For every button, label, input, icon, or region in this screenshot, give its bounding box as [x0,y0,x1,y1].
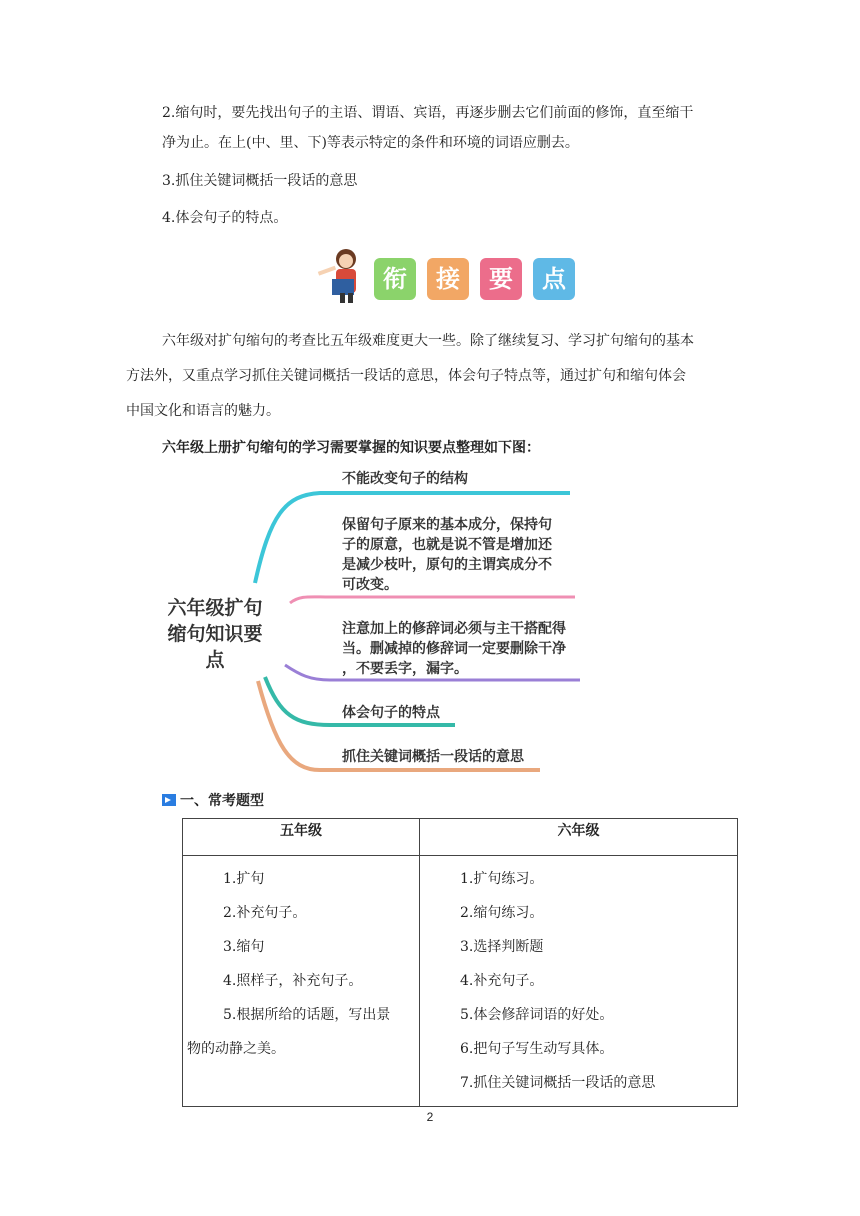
arrow-bullet-icon [162,794,176,806]
teacher-illustration-icon [316,245,368,305]
mind-map-branch: 体会句子的特点 [342,705,440,721]
summary-heading: 六年级上册扩句缩句的学习需要掌握的知识要点整理如下图： [162,440,540,456]
question-type-table [182,818,738,1107]
mind-map-branch: 抓住关键词概括一段话的意思 [342,749,524,765]
mind-map-branch-line: 保留句子原来的基本成分，保持句 [342,517,552,533]
list-item: 2.缩句练习。 [460,905,544,921]
badge-tile: 点 [533,258,575,300]
paragraph-line: 中国文化和语言的魅力。 [126,403,280,419]
table-header: 五年级 [183,819,420,856]
list-item: 4.补充句子。 [460,973,544,989]
table-cell-grade5 [183,856,420,1107]
badge-tile: 要 [480,258,522,300]
paragraph-line: 六年级对扩句缩句的考查比五年级难度更大一些。除了继续复习、学习扩句缩句的基本 [162,333,694,349]
paragraph-item: 4.体会句子的特点。 [162,210,288,226]
list-item: 1.扩句 [223,871,265,887]
page-number: 2 [426,1110,434,1124]
mind-map [140,455,600,785]
table-cell-grade6 [420,856,738,1107]
mind-map-root: 六年级扩句缩句知识要点 [167,597,263,671]
mind-map-branch-line: 子的原意，也就是说不管是增加还 [342,537,552,553]
mind-map-branch-line: ，不要丢字，漏字。 [342,661,468,677]
paragraph-line: 净为止。在上(中、里、下)等表示特定的条件和环境的词语应删去。 [162,135,579,151]
list-item: 4.照样子，补充句子。 [223,973,363,989]
list-item: 5.体会修辞词语的好处。 [460,1007,614,1023]
table-header: 六年级 [420,819,738,856]
mind-map-branch-line: 注意加上的修辞词必须与主干搭配得 [342,621,566,637]
table-row [183,856,738,1107]
list-item: 1.扩句练习。 [460,871,544,887]
paragraph-line: 方法外，又重点学习抓住关键词概括一段话的意思，体会句子特点等，通过扩句和缩句体会 [126,368,686,384]
mind-map-branch-line: 可改变。 [342,577,398,593]
paragraph-line: 2.缩句时，要先找出句子的主语、谓语、宾语，再逐步删去它们前面的修饰，直至缩干 [162,105,694,121]
mind-map-branch: 不能改变句子的结构 [342,471,468,487]
list-item: 5.根据所给的话题，写出景 [223,1007,391,1023]
section-title: 一、常考题型 [180,793,264,809]
list-item: 6.把句子写生动写具体。 [460,1041,614,1057]
badge-tile: 衔 [374,258,416,300]
list-item: 7.抓住关键词概括一段话的意思 [460,1075,656,1091]
list-item: 2.补充句子。 [223,905,307,921]
list-item: 3.选择判断题 [460,939,544,955]
list-item: 物的动静之美。 [187,1041,285,1057]
paragraph-item: 3.抓住关键词概括一段话的意思 [162,173,358,189]
mind-map-branch-line: 当。删减掉的修辞词一定要删除干净 [342,641,566,657]
section-badge [316,245,586,305]
badge-tile: 接 [427,258,469,300]
list-item: 3.缩句 [223,939,265,955]
section-heading [162,790,264,810]
mind-map-branch-line: 是减少枝叶，原句的主谓宾成分不 [342,557,552,573]
table-header-row [183,819,738,856]
